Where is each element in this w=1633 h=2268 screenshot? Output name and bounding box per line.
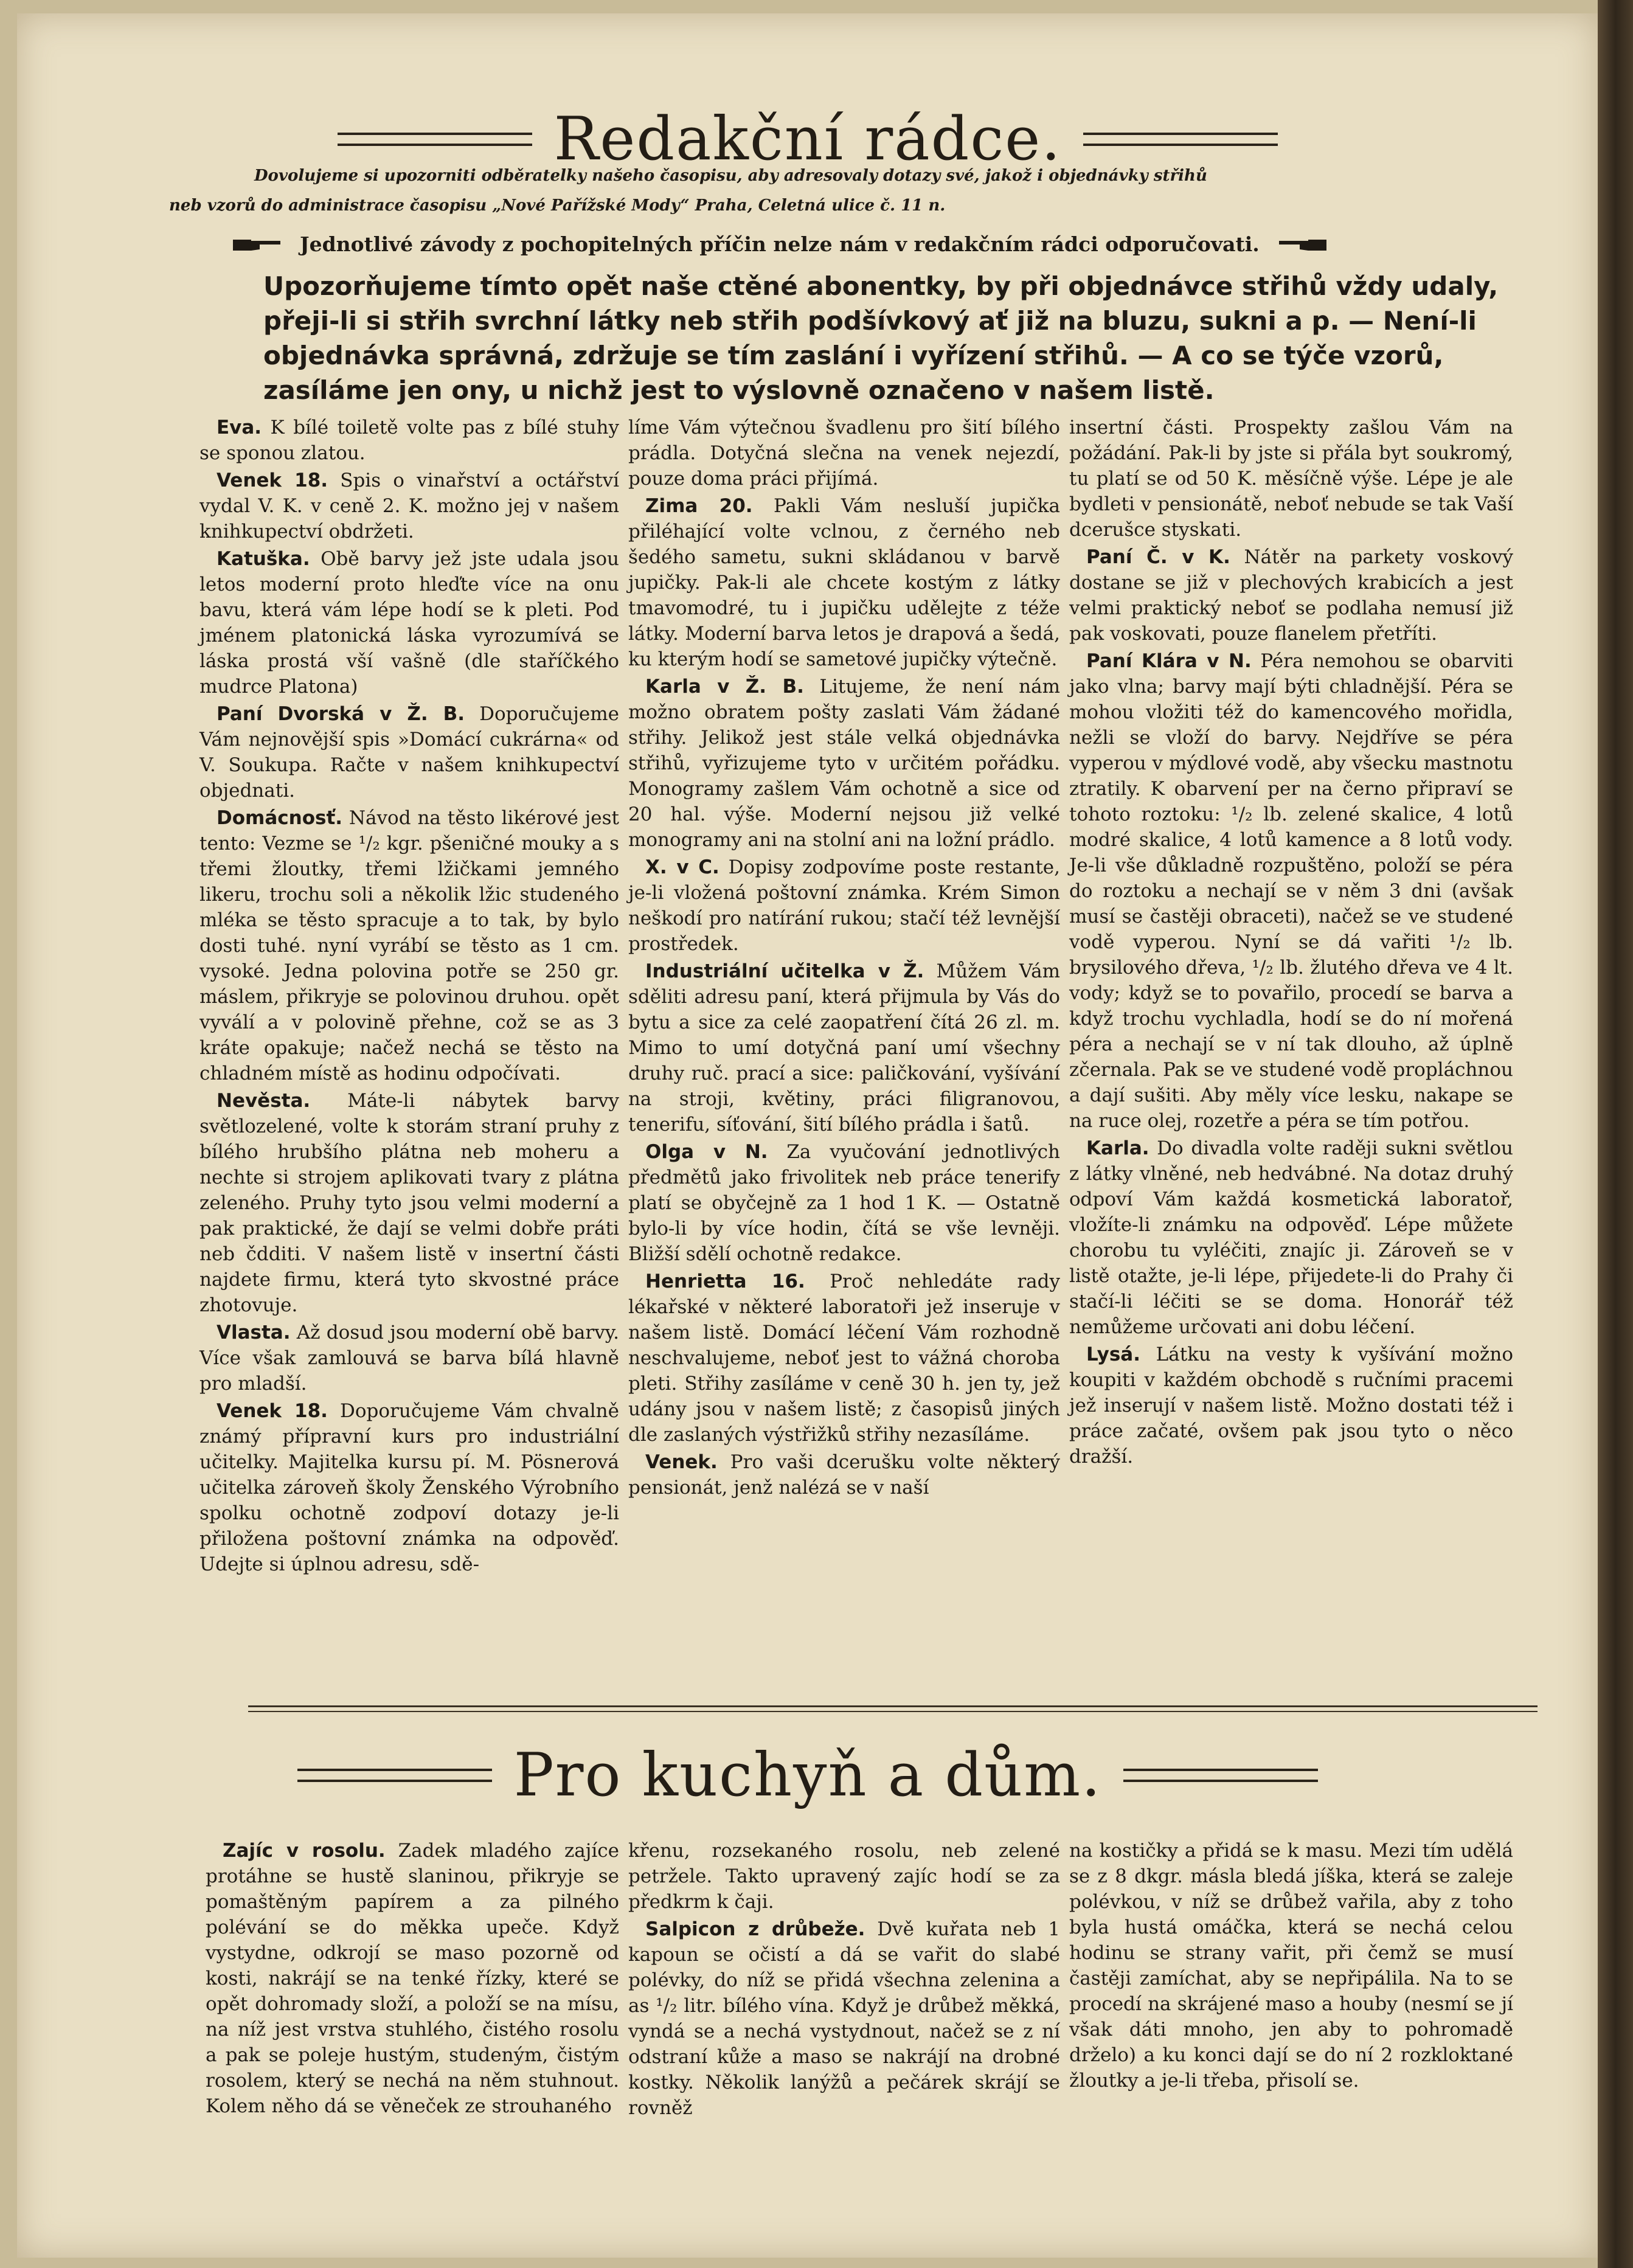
entry	[628, 1139, 1060, 1267]
entry	[199, 1320, 619, 1396]
entry	[199, 701, 619, 803]
entry-name: Lysá.	[1086, 1344, 1141, 1365]
notice-line-1: Dovolujeme si upozorniti odběratelky našeho časopisu, aby adresovaly dotazy své, jakož i objednávky střihů	[254, 167, 1207, 185]
entry-name: Karla v Ž. B.	[645, 676, 804, 698]
notice-single-text: Jednotlivé závody z pochopitelných příčin nelze nám v redakčním rádci odporučovati.	[300, 232, 1260, 256]
pointing-hand-icon	[233, 235, 282, 254]
entry-name: Karla.	[1086, 1137, 1149, 1159]
entry-text: Spis o vinařství a octářství vydal V. K. v ceně 2. K. možno jej v našem knihkupectví obdržeti.	[199, 470, 619, 543]
entry-text: Nátěr na parkety voskový dostane se již v plechových krabicích a jest velmi praktický neboť se podlaha nemusí již pak voskovati, pouze flanelem přetříti.	[1069, 546, 1513, 645]
entry-name: Katuška.	[217, 548, 310, 570]
entry	[628, 959, 1060, 1137]
entry	[199, 1398, 619, 1577]
entry	[199, 1088, 619, 1318]
entry-text: Pro vaši dcerušku volte některý pensionát, jenž nalézá se v naší	[628, 1451, 1060, 1499]
section-divider	[248, 1705, 1538, 1712]
title-ornament-left	[338, 133, 532, 146]
entry-name: Zajíc v rosolu.	[223, 1840, 386, 1862]
entry-text: křenu, rozsekaného rosolu, neb zelené petrželе. Takto upravený zajíc hodí se za předkrm k čaji.	[628, 1840, 1060, 1913]
entry	[628, 1449, 1060, 1500]
kitchen-column-2	[628, 1838, 1060, 2123]
binding-edge	[1598, 0, 1633, 2268]
entry-text: Za vyučování jednotlivých předmětů jako frivolitek neb práce tenerify platí se obyčejně za 1 hod 1 K. — Ostatně bylo-li by více hodin, čítá se vše levněji. Bližší sdělí ochotně redakce.	[628, 1141, 1060, 1265]
entry-name: Venek 18.	[217, 470, 328, 491]
entry-text: Můžem Vám sděliti adresu paní, která přijmula by Vás do bytu a sice za celé zaopatření čítá 26 zl. m. Mimo to umí dotyčná paní umí všechny druhy ruč. prací a sice: paličkování, vyšívání na stroji, květiny, práci filigranovou, tenerifu, síťování, šití bílého prádla i šatů.	[628, 960, 1060, 1136]
entry	[628, 855, 1060, 957]
entry-text: Látku na vesty k vyšívání možno koupiti v každém obchodě s ručními pracemi jež inserují v našem listě. Možno dostati též i práce začaté, ovšem pak jsou tyto o něco dražší.	[1069, 1344, 1513, 1468]
entry-text: Péra nemohou se obarviti jako vlna; barvy mají býti chladnější. Péra se mohou vložiti též do kamencového mořidla, nežli se vloží do barvy. Nejdříve se péra vyperou v mýdlové vodě, aby všecku mastnotu ztratily. K obarvení per na černo připraví se tohoto roztoku: ¹/₂ lb. zelené skalice, 4 lotů modré skalice, 4 lotů kamence a 8 lotů vody. Je-li vše důkladně rozpuštěno, položí se péra do roztoku a nechají se v něm 3 dni (avšak musí se častěji obraceti), načež se ve studené vodě vyperou. Nyní se dá vařiti ¹/₂ lb. brysilového dřeva, ¹/₂ lb. žlutého dřeva ve 4 lt. vody; když se to povařilo, procedí se barva a když trochu vychladla, hodí se do ní mořená péra a nechají se v ní tak dlouho, až úplně zčernala. Pak se ve studené vodě propláchnou a dají sušiti. Aby měly více lesku, nakape se na ruce olej, rozetře a péra se tím potřou.	[1069, 650, 1513, 1132]
entry-name: X. v C.	[645, 856, 719, 878]
entry	[199, 546, 619, 699]
entry-name: Olga v N.	[645, 1141, 768, 1163]
pointing-hand-left-icon	[1278, 235, 1326, 254]
entry	[628, 1269, 1060, 1448]
entry-name: Domácnosť.	[217, 807, 343, 829]
entry-name: Vlasta.	[217, 1322, 291, 1344]
section-title-redakcni: Redakční rádce.	[553, 105, 1062, 174]
entry-name: Paní Č. v K.	[1086, 546, 1230, 568]
entry-name: Henrietta 16.	[645, 1271, 805, 1292]
notice-line-2: neb vzorů do administrace časopisu „Nové Pařížské Mody“ Praha, Celetná ulice č. 11 n.	[169, 196, 946, 215]
entry-text: Pakli Vám nesluší jupička přiléhající volte vclnou, z černého neb šedého sametu, sukni skládanou v barvě jupičky. Pak-li ale chcete kostým z látky tmavomodré, tu i jupičku udělejte z téže látky. Moderní barva letos je drapová a šedá, ku kterým hodí se sametové jupičky výtečně.	[628, 495, 1060, 670]
section2-title-row	[17, 1741, 1598, 1810]
entry-name: Venek 18.	[217, 1400, 328, 1422]
entry-text: Dvě kuřata neb 1 kapoun se očistí a dá se vařit do slabé polévky, do níž se přidá všechna zelenina a as ¹/₂ litr. bílého vína. Když je drůbež měkká, vyndá se a nechá vystydnout, načež se z ní odstraní kůže a maso se nakrájí na drobné kostky. Několik lanýžů a pečárek skrájí se rovněž	[628, 1918, 1061, 2119]
section-title-kuchyn: Pro kuchyň a dům.	[513, 1741, 1102, 1810]
entry-text: líme Vám výtečnou švadlenu pro šití bílého prádla. Dotyčná slečna na venek nejezdí, pouze doma práci přijímá.	[628, 417, 1060, 490]
entry	[628, 1838, 1060, 1915]
entry-name: Paní Klára v N.	[1086, 650, 1252, 672]
entry-text: Litujeme, že není nám možno obratem pošty zaslati Vám žádané střihy. Jelikož jest stále velká objednávka střihů, vyřizujeme tyto v určitém pořádku. Monogramy zašlem Vám ochotně a sice od 20 hal. výše. Moderní nejsou již velké monogramy ani na stolní ani na ložní prádlo.	[628, 676, 1060, 851]
entry	[1069, 544, 1513, 647]
notice-paragraph: Upozorňujeme tímto opět naše ctěné abonentky, by při objednávce střihů vždy udaly, přeji-li si střih svrchní látky neb střih podšívkový ať již na bluzu, sukni a p. — Není-li objednávka správná, zdržuje se tím zaslání i vyřízení střihů. — A co se týče vzorů, zasíláme jen ony, u nichž jest to výslovně označeno v našem listě.	[263, 271, 1499, 405]
entry-text: Dopisy zodpovíme poste restante, je-li vložená poštovní známka. Krém Simon neškodí pro natírání rukou; stačí též levnější prostředek.	[628, 856, 1060, 955]
entry	[1069, 648, 1513, 1134]
entry-name: Industriální učitelka v Ž.	[645, 960, 924, 982]
entry-text: Do divadla volte raději sukni světlou z látky vlněné, neb hedvábné. Na dotaz druhý odpoví Vám každá kosmetická laboratoř, vložíte-li známku na odpověď. Lépe můžete chorobu tu vyléčiti, znajíc ji. Zároveň se v listě otažte, je-li lépe, přijedete-li do Prahy či stačí-li léčiti se se doma. Honorář též nemůžeme určovati ani dobu léčení.	[1069, 1137, 1513, 1338]
entry-text: Doporučujeme Vám nejnovější spis »Domácí cukrárna« od V. Soukupa. Račte v našem knihkupectví objednati.	[199, 703, 619, 802]
entry	[628, 415, 1060, 491]
entry-text: Obě barvy jež jste udala jsou letos moderní proto hleďte více na onu bavu, která vám lépe hodí se k pleti. Pod jménem platonická láska vyrozumívá se láska prostá vší vašně (dle staříčkého mudrce Platona)	[199, 548, 619, 698]
entry-text: na kostičky a přidá se k masu. Mezi tím udělá se z 8 dkgr. másla bledá jíška, která se zaleje polévkou, v níž se drůbež vařila, aby z toho byla hustá omáčka, která se nechá celou hodinu se strany vařit, při čemž se musí častěji zamíchat, aby se nepřipálila. Na to se procedí na skrájené maso a houby (nesmí se jí však dáti mnoho, jen aby to pohromadě drželo) a ku konci dají se do ní 2 rozkloktané žloutky a je-li třeba, přisolí se.	[1069, 1840, 1513, 2092]
answers-column-3	[1069, 415, 1513, 1471]
entry	[628, 1916, 1060, 2121]
entry-name: Paní Dvorská v Ž. B.	[217, 703, 465, 725]
entry-text: Návod na těsto likérové jest tento: Vezme se ¹/₂ kgr. pšeničné mouky a s třemi žloutky, třemi lžičkami jemného likeru, trochu soli a několik lžic studeného mléka se těsto spracuje a to tak, by bylo dosti tuhé. nyní vyrábí se těsto as 1 cm. vysoké. Jedna polovina potře se 250 gr. máslem, přikryje se polovinou druhou. opět vyválí a v polovině přehne, což se as 3 kráte opakuje; načež nechá se těsto na chladném místě as hodinu odpočívati.	[199, 807, 619, 1084]
page-sheet	[17, 13, 1598, 2258]
entry-name: Nevěsta.	[217, 1090, 311, 1112]
entry	[1069, 1838, 1513, 2093]
entry-text: Máte-li nábytek barvy světlozelené, volte k storám straní pruhy z bílého hrubšího plátna neb moheru a nechte si strojem aplikovati tvary z plátna zeleného. Pruhy tyto jsou velmi moderní a pak praktické, že dají se velmi dobře práti neb čdditi. V našem listě v insertní části najdete firmu, která tyto skvostné práce zhotovuje.	[199, 1090, 619, 1316]
entry	[1069, 1342, 1513, 1469]
entry-text: Doporučujeme Vám chvalně známý přípravní kurs pro industriální učitelky. Majitelka kursu pí. M. Pösnerová učitelka zároveň školy Ženského Výrobního spolku ochotně zodpoví dotazy je-li přiložena poštovní známka na odpověď. Udejte si úplnou adresu, sdě-	[199, 1400, 619, 1575]
entry	[1069, 415, 1513, 543]
entry-name: Salpicon z drůbeže.	[645, 1918, 865, 1940]
entry-text: Proč nehledáte rady lékařské v některé laboratoři jež inseruje v našem listě. Domácí léčení Vám rozhodně neschvalujeme, neboť jest to vážná choroba pleti. Střihy zasíláme v ceně 30 h. jen ty, jež udány jsou v našem listě; z časopisů jiných dle zaslaných výstřižků střihy nezasíláme.	[628, 1271, 1061, 1446]
answers-column-2	[628, 415, 1060, 1502]
entry	[206, 1838, 619, 2119]
entry	[199, 468, 619, 544]
entry-text: K bílé toiletě volte pas z bílé stuhy se sponou zlatou.	[199, 417, 619, 464]
kitchen-column-3	[1069, 1838, 1513, 2095]
answers-column-1	[199, 415, 619, 1579]
entry	[628, 493, 1060, 672]
entry	[199, 415, 619, 466]
entry	[199, 805, 619, 1086]
title-ornament-right	[1083, 133, 1278, 146]
title2-ornament-left	[297, 1769, 492, 1782]
entry-name: Eva.	[217, 417, 262, 439]
notice-single-row	[233, 232, 1326, 256]
entry-text: Zadek mladého zajíce protáhne se hustě slaninou, přikryje se pomaštěným papírem a za pilného polévání se do měkka upeče. Když vystydne, odkrojí se maso pozorně od kosti, nakrájí se na tenké řízky, které se opět dohromady složí, a položí se na mísu, na níž jest vrstva stuhlého, čistého rosolu a pak se poleje hustým, studeným, čistým rosolem, který se nechá na něm stuhnout. Kolem něho dá se věneček ze strouhaného	[206, 1840, 619, 2117]
entry-text: insertní části. Prospekty zašlou Vám na požádání. Pak-li by jste si přála byt soukromý, tu platí se od 50 K. měsíčně výše. Lépe je ale bydleti v pensionátě, neboť nebude se tak Vaší dcerušce styskati.	[1069, 417, 1513, 541]
entry-text: Až dosud jsou moderní obě barvy. Více však zamlouvá se barva bílá hlavně pro mladší.	[199, 1322, 619, 1395]
entry-name: Venek.	[645, 1451, 718, 1473]
kitchen-column-1	[206, 1838, 619, 2121]
entry	[1069, 1136, 1513, 1340]
entry-name: Zima 20.	[645, 495, 753, 517]
entry	[628, 674, 1060, 853]
title2-ornament-right	[1123, 1769, 1318, 1782]
